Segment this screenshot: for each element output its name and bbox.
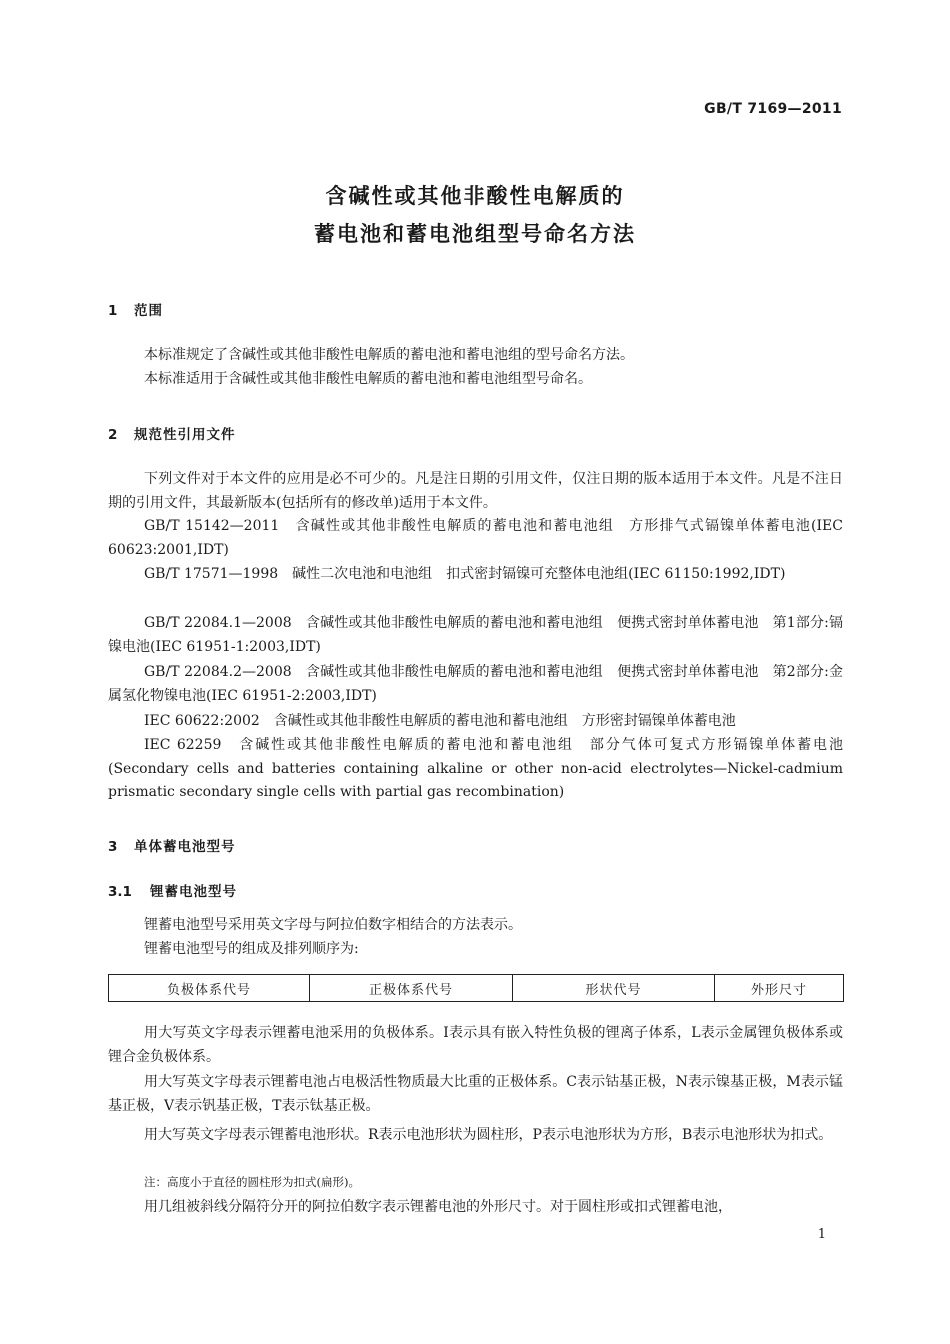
- section-number: 2: [108, 427, 118, 443]
- section-1-heading: [108, 299, 163, 319]
- section-title: 范围: [134, 303, 163, 319]
- section-title: 单体蓄电池型号: [134, 839, 236, 855]
- paragraph: 用几组被斜线分隔符分开的阿拉伯数字表示锂蓄电池的外形尺寸。对于圆柱形或扣式锂蓄电池，: [144, 1199, 732, 1215]
- reference-item: IEC 60622:2002 含碱性或其他非酸性电解质的蓄电池和蓄电池组 方形密封镉镍单体蓄电池: [144, 713, 736, 729]
- table-row: [109, 975, 844, 1002]
- paragraph: 锂蓄电池型号采用英文字母与阿拉伯数字相结合的方法表示。: [144, 917, 522, 933]
- reference-item: GB/T 15142—2011 含碱性或其他非酸性电解质的蓄电池和蓄电池组 方形排气式镉镍单体蓄电池(IEC 60623:2001,IDT): [108, 518, 843, 558]
- paragraph: 用大写英文字母表示锂蓄电池占电极活性物质最大比重的正极体系。C表示钴基正极，N表示镍基正极，M表示锰基正极，V表示钒基正极，T表示钛基正极。: [108, 1074, 843, 1114]
- page-number: 1: [817, 1227, 826, 1242]
- table-cell: 负极体系代号: [109, 975, 310, 1002]
- section-2-heading: [108, 423, 236, 443]
- table-cell: 外形尺寸: [715, 975, 844, 1002]
- section-number: 3.1: [108, 884, 132, 900]
- document-title-line1: 含碱性或其他非酸性电解质的: [325, 184, 625, 208]
- section-title: 规范性引用文件: [134, 427, 236, 443]
- section-number: 3: [108, 839, 118, 855]
- reference-item: GB/T 22084.1—2008 含碱性或其他非酸性电解质的蓄电池和蓄电池组 便携式密封单体蓄电池 第1部分:镉镍电池(IEC 61951-1:2003,IDT): [108, 615, 843, 655]
- note: 注：高度小于直径的圆柱形为扣式(扁形)。: [144, 1175, 360, 1189]
- section-3-heading: [108, 835, 236, 855]
- model-composition-table: [108, 974, 844, 1002]
- document-title-line2: 蓄电池和蓄电池组型号命名方法: [314, 222, 636, 246]
- section-number: 1: [108, 303, 118, 319]
- section-3-1-heading: [108, 880, 237, 900]
- paragraph: 用大写英文字母表示锂蓄电池采用的负极体系。I表示具有嵌入特性负极的锂离子体系，L表示金属锂负极体系或锂合金负极体系。: [108, 1025, 843, 1065]
- paragraph: 下列文件对于本文件的应用是必不可少的。凡是注日期的引用文件，仅注日期的版本适用于本文件。凡是不注日期的引用文件，其最新版本(包括所有的修改单)适用于本文件。: [108, 471, 843, 511]
- reference-item: IEC 62259 含碱性或其他非酸性电解质的蓄电池和蓄电池组 部分气体可复式方形镉镍单体蓄电池(Secondary cells and batteries containing alkaline or other non-acid electrolytes—Nickel-cadmium prismatic secondary single cells with partial gas recombination): [108, 737, 843, 800]
- standard-code: GB/T 7169—2011: [704, 101, 842, 117]
- table-cell: 形状代号: [513, 975, 715, 1002]
- reference-item: GB/T 17571—1998 碱性二次电池和电池组 扣式密封镉镍可充整体电池组(IEC 61150:1992,IDT): [144, 566, 786, 582]
- table-cell: 正极体系代号: [310, 975, 513, 1002]
- paragraph: 用大写英文字母表示锂蓄电池形状。R表示电池形状为圆柱形，P表示电池形状为方形，B表示电池形状为扣式。: [144, 1127, 833, 1143]
- reference-item: GB/T 22084.2—2008 含碱性或其他非酸性电解质的蓄电池和蓄电池组 便携式密封单体蓄电池 第2部分:金属氢化物镍电池(IEC 61951-2:2003,IDT): [108, 664, 843, 704]
- paragraph: 锂蓄电池型号的组成及排列顺序为:: [144, 941, 359, 957]
- paragraph: 本标准规定了含碱性或其他非酸性电解质的蓄电池和蓄电池组的型号命名方法。: [144, 347, 634, 363]
- paragraph: 本标准适用于含碱性或其他非酸性电解质的蓄电池和蓄电池组型号命名。: [144, 371, 592, 387]
- section-title: 锂蓄电池型号: [150, 884, 237, 900]
